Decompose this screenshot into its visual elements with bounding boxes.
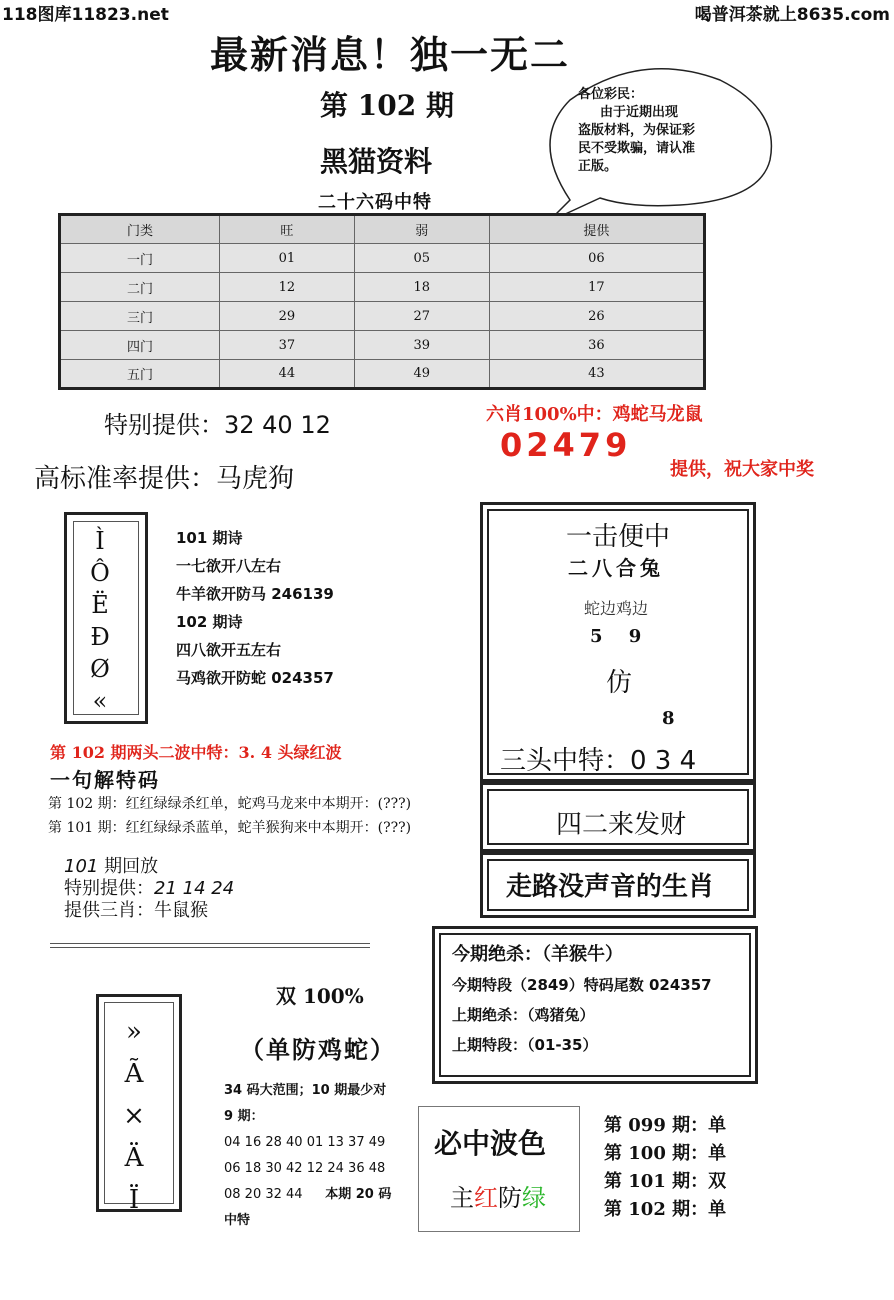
- glyph: Ø: [90, 655, 110, 683]
- table-cell: 39: [354, 331, 489, 360]
- recall-special-nums: 21 14 24: [154, 878, 235, 899]
- glyph: Ã: [124, 1059, 144, 1089]
- range-nums: 06 18 30 42 12 24 36 48: [224, 1161, 386, 1176]
- one-hit-eight: 8: [662, 708, 675, 729]
- poem-line: 102 期诗: [176, 613, 243, 631]
- riddle-block: [48, 792, 411, 840]
- six-xiao-line: 六肖100%中：鸡蛇马龙鼠: [486, 404, 703, 425]
- header-cell: 弱: [354, 215, 489, 244]
- recall-special-line: [64, 878, 234, 900]
- table-cell: 29: [220, 302, 355, 331]
- guard-line: （单防鸡蛇）: [240, 1035, 396, 1064]
- list-item: 第 100 期：单: [604, 1143, 727, 1164]
- wave-line: 第 102 期两头二波中特：3. 4 头绿红波: [50, 743, 342, 762]
- range-nums: 04 16 28 40 01 13 37 49: [224, 1135, 386, 1150]
- range-note: 本期 20 码: [325, 1187, 392, 1202]
- table-cell: 三门: [60, 302, 220, 331]
- glyph: ×: [123, 1101, 145, 1131]
- bubble-text: [578, 86, 728, 172]
- list-item: 第 101 期：双: [604, 1171, 727, 1192]
- table-cell: 四门: [60, 331, 220, 360]
- issue-number: 第 102 期: [320, 89, 454, 122]
- range-block: [224, 1078, 424, 1234]
- range-line: 9 期：: [224, 1109, 264, 1124]
- glyph: «: [92, 687, 108, 715]
- special-offer: 特别提供：32 40 12: [104, 411, 331, 439]
- table-cell: 18: [354, 273, 489, 302]
- site-right-label: 喝普洱茶就上8635.com: [694, 5, 890, 25]
- poem-line: 101 期诗: [176, 529, 243, 547]
- header-cell: 旺: [220, 215, 355, 244]
- tall-glyphs: [119, 1011, 149, 1221]
- table-cell: 二门: [60, 273, 220, 302]
- kill-line: 上期绝杀：（鸡猪兔）: [452, 1006, 595, 1024]
- table-cell: 44: [220, 360, 355, 389]
- table-cell: 一门: [60, 244, 220, 273]
- header-cell: 提供: [489, 215, 704, 244]
- riddle-line: 第 101 期：红红绿绿杀蓝单，蛇羊猴狗来中本期开：(???): [48, 820, 412, 836]
- range-nums: 08 20 32 44: [224, 1187, 303, 1202]
- subtitle: 二十六码中特: [318, 192, 432, 213]
- table-cell: 49: [354, 360, 489, 389]
- recall-three-line: 提供三肖：牛鼠猴: [64, 900, 208, 921]
- list-item: 第 102 期：单: [604, 1199, 727, 1220]
- table-row: [60, 331, 705, 360]
- glyph: Ë: [91, 591, 109, 619]
- list-item: 第 099 期：单: [604, 1115, 727, 1136]
- table-cell: 26: [489, 302, 704, 331]
- poem-line: 牛羊欲开防马 246139: [176, 585, 334, 603]
- document-name: 黑猫资料: [320, 145, 433, 178]
- poem-line: 马鸡欲开防蛇 024357: [176, 669, 334, 687]
- double-divider: [50, 943, 370, 948]
- guard-label: 防: [498, 1184, 522, 1212]
- bubble-line: 由于近期出现: [600, 105, 679, 120]
- kill-line: 今期特段（2849）特码尾数 024357: [452, 976, 712, 994]
- table-cell: 05: [354, 244, 489, 273]
- poem-block: [176, 524, 334, 692]
- high-mark-line: 高标准率提供：马虎狗: [34, 464, 295, 494]
- green-label: 绿: [522, 1184, 546, 1212]
- fortune-text: 四二来发财: [556, 810, 687, 840]
- glyph: Ô: [90, 559, 110, 587]
- riddle-line: 第 102 期：红红绿绿杀红单，蛇鸡马龙来中本期开：(???): [48, 796, 412, 812]
- table-row: [60, 273, 705, 302]
- kill-lines: [452, 940, 712, 1060]
- double-line: 双 100%: [276, 984, 364, 1008]
- silent-zodiac-text: 走路没声音的生肖: [506, 872, 715, 902]
- poem-glyph-box: [64, 512, 148, 724]
- recall-block: [64, 856, 234, 922]
- poem-line: 一七欲开八左右: [176, 557, 282, 575]
- three-heads-line: 三头中特：0 3 4: [500, 746, 697, 776]
- table-cell: 43: [489, 360, 704, 389]
- glyph: Ä: [124, 1143, 144, 1173]
- table-row: [60, 302, 705, 331]
- one-hit-fang: 仿: [606, 668, 633, 698]
- table-cell: 06: [489, 244, 704, 273]
- recall-issue: 101: [64, 856, 99, 877]
- range-nums-row: [224, 1182, 424, 1208]
- bubble-line: 各位彩民：: [578, 87, 644, 102]
- range-line: 34 码大范围；10 期最少对: [224, 1083, 387, 1098]
- table-cell: 27: [354, 302, 489, 331]
- glyph: Ï: [128, 1185, 140, 1215]
- one-hit-title: 一击便中: [566, 522, 671, 552]
- door-table: [58, 213, 706, 390]
- page-title: 最新消息！独一无二: [210, 32, 571, 77]
- bubble-line: 民不受欺骗，请认准: [578, 141, 696, 156]
- one-hit-small: 蛇边鸡边: [584, 599, 649, 618]
- recall-special-label: 特别提供：: [64, 878, 154, 899]
- kill-line: 今期绝杀：（羊猴牛）: [452, 944, 623, 965]
- table-cell: 36: [489, 331, 704, 360]
- odd-even-list: [604, 1112, 726, 1224]
- glyph: Đ: [90, 623, 110, 651]
- red-label: 红: [474, 1184, 498, 1212]
- table-row: [60, 360, 705, 389]
- kill-line: 上期特段：（01-35）: [452, 1036, 598, 1054]
- main-label: 主: [450, 1184, 474, 1212]
- wave-color-title: 必中波色: [434, 1127, 547, 1160]
- big-numbers: 02479: [500, 426, 632, 464]
- table-cell: 37: [220, 331, 355, 360]
- table-header-row: [60, 215, 705, 244]
- wish-line: 提供，祝大家中奖: [670, 459, 814, 480]
- table-cell: 17: [489, 273, 704, 302]
- table-cell: 12: [220, 273, 355, 302]
- bubble-line: 盗版材料，为保证彩: [578, 123, 696, 138]
- site-left-label: 118图库11823.net: [2, 5, 169, 25]
- recall-suffix: 期回放: [104, 856, 159, 877]
- poem-line: 四八欲开五左右: [176, 641, 282, 659]
- range-line: 中特: [224, 1213, 251, 1228]
- tall-glyph-box: [96, 994, 182, 1215]
- bubble-line: 正版。: [578, 159, 618, 172]
- wave-color-sub: [450, 1178, 546, 1213]
- table-cell: 01: [220, 244, 355, 273]
- poem-glyphs: [85, 525, 115, 717]
- header-cell: 门类: [60, 215, 220, 244]
- one-hit-nums: 5 9: [590, 626, 642, 647]
- glyph: Ì: [95, 527, 105, 555]
- table-row: [60, 244, 705, 273]
- table-cell: 五门: [60, 360, 220, 389]
- phrase-title: 一句解特码: [50, 768, 160, 792]
- one-hit-sub: 二八合兔: [568, 556, 664, 580]
- recall-issue-line: [64, 856, 234, 878]
- glyph: »: [126, 1017, 142, 1047]
